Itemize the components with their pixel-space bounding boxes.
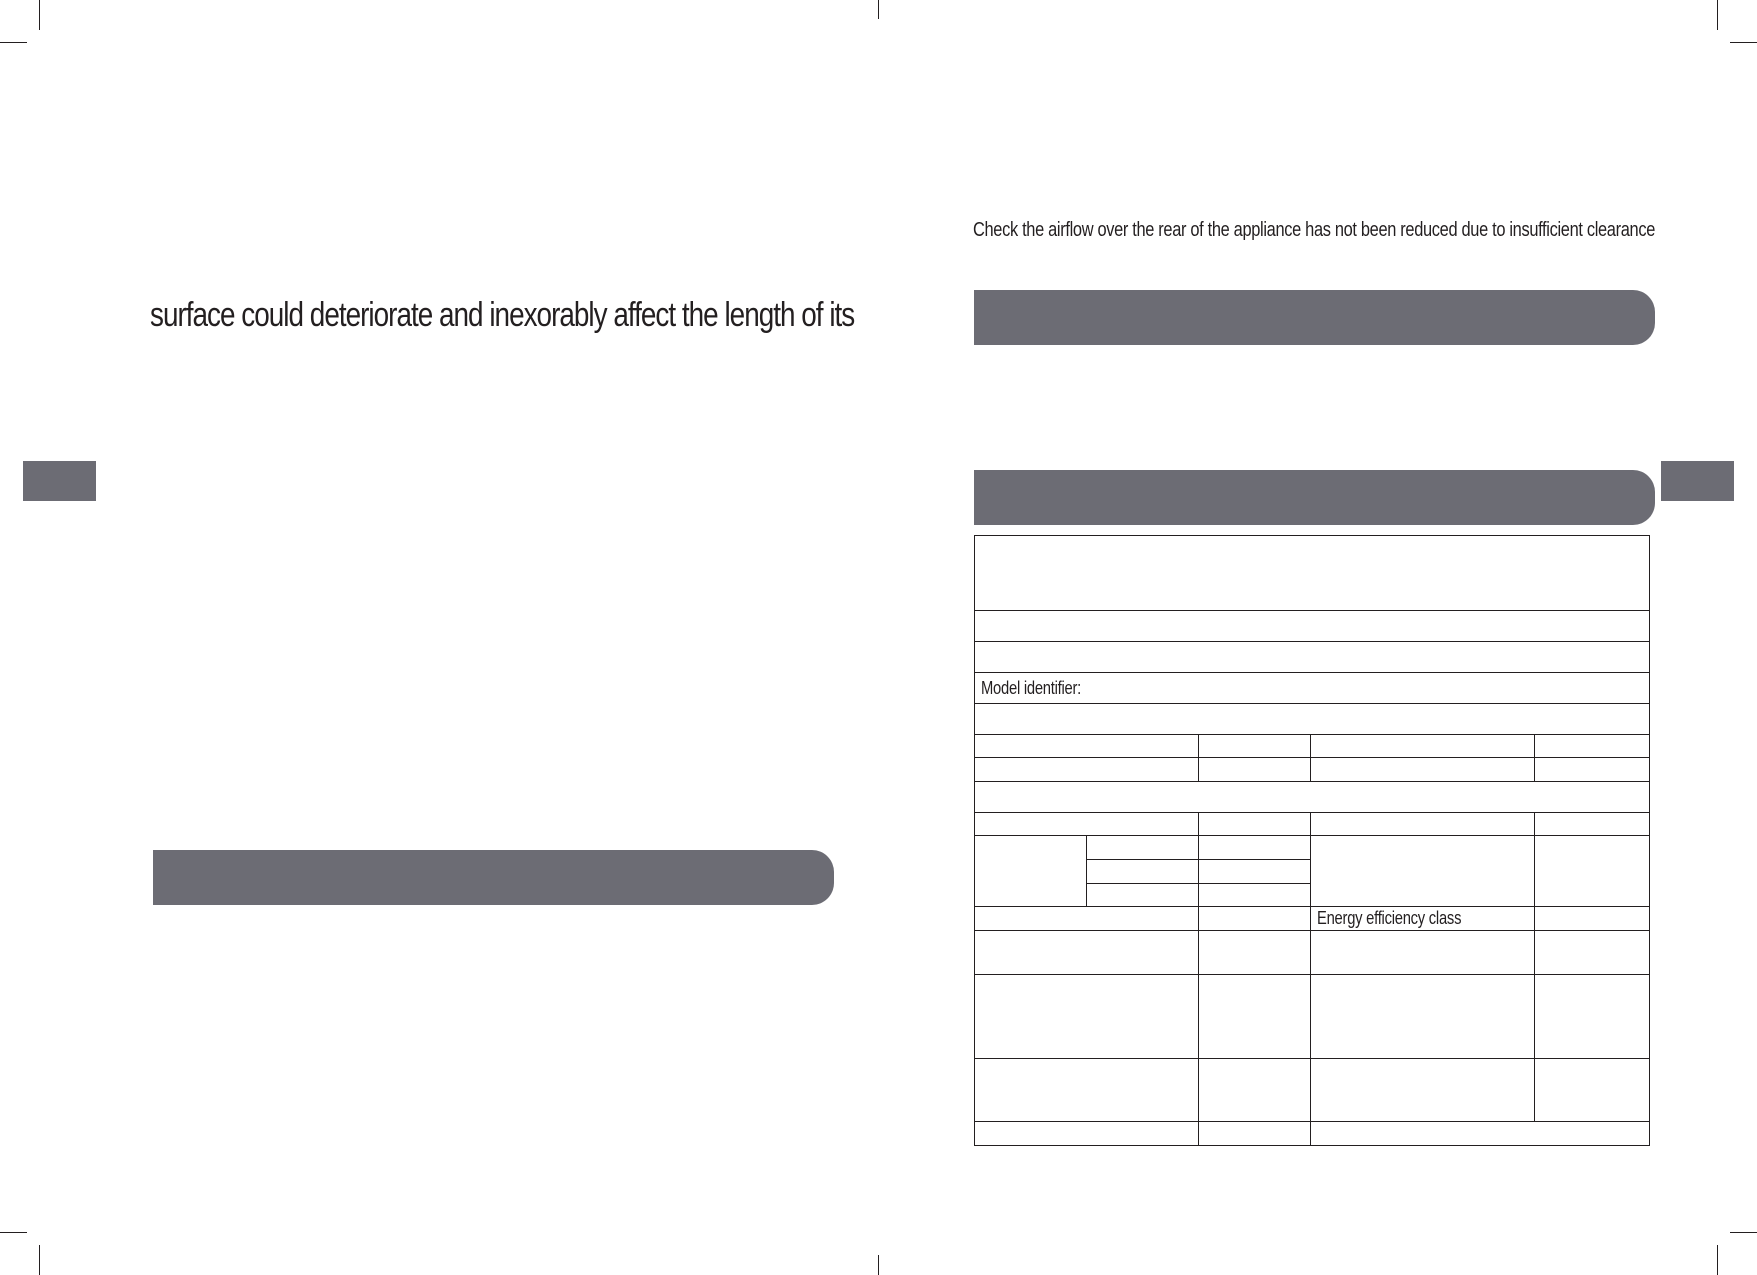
table-cell (1199, 931, 1311, 975)
side-tab-right (1661, 461, 1734, 501)
table-cell (1535, 813, 1650, 836)
table-cell (1199, 813, 1311, 836)
body-text-line: surface could deteriorate and inexorably affect the length of its (150, 296, 855, 334)
table-cell (975, 758, 1199, 782)
table-cell (1535, 1059, 1650, 1122)
crop-mark (1717, 1245, 1718, 1275)
table-row (975, 642, 1650, 673)
product-information-table (974, 535, 1650, 1146)
table-cell (975, 1122, 1199, 1146)
table-cell (1199, 735, 1311, 758)
table-row (975, 782, 1650, 813)
table-cell (1535, 758, 1650, 782)
table-cell (1535, 836, 1650, 907)
table-cell (1311, 1122, 1650, 1146)
section-heading-bar (974, 470, 1655, 525)
table-cell (1535, 975, 1650, 1059)
table-cell (1535, 735, 1650, 758)
table-cell (1535, 931, 1650, 975)
crop-mark (1730, 42, 1757, 43)
table-cell (1087, 884, 1199, 907)
crop-mark (0, 1232, 27, 1233)
section-heading-bar (153, 850, 834, 905)
table-cell (1311, 735, 1535, 758)
table-cell (1311, 907, 1535, 931)
table-row (975, 704, 1650, 735)
table-cell (1311, 931, 1535, 975)
table-cell (975, 836, 1087, 907)
table-cell (1199, 860, 1311, 884)
section-heading-bar (974, 290, 1655, 345)
table-cell (1199, 758, 1311, 782)
crop-mark (878, 1255, 879, 1275)
table-row (975, 536, 1650, 611)
table-cell (975, 813, 1199, 836)
table-cell (1311, 758, 1535, 782)
airflow-check-text: Check the airflow over the rear of the appliance has not been reduced due to insufficient clearance (973, 219, 1655, 241)
table-cell (1087, 836, 1199, 860)
table-cell (1199, 1122, 1311, 1146)
crop-mark (1730, 1232, 1757, 1233)
energy-efficiency-class-label: Energy efficiency class (1317, 908, 1462, 928)
crop-mark (878, 0, 879, 19)
table-cell (1199, 884, 1311, 907)
crop-mark (39, 1245, 40, 1275)
table-cell (975, 975, 1199, 1059)
table-cell (1199, 975, 1311, 1059)
table-row (975, 611, 1650, 642)
table-cell (975, 735, 1199, 758)
table-cell (1199, 836, 1311, 860)
table-cell (1311, 1059, 1535, 1122)
crop-mark (0, 42, 27, 43)
table-cell (975, 1059, 1199, 1122)
table-row (975, 673, 1650, 704)
crop-mark (1717, 0, 1718, 30)
model-identifier-label: Model identifier: (981, 677, 1082, 698)
table-cell (1199, 907, 1311, 931)
table-cell (1199, 1059, 1311, 1122)
table-cell (1311, 975, 1535, 1059)
table-cell (975, 907, 1199, 931)
crop-mark (39, 0, 40, 30)
table-cell (1535, 907, 1650, 931)
side-tab-left (23, 461, 96, 501)
table-cell (1311, 813, 1535, 836)
table-cell (1311, 836, 1535, 907)
table-cell (975, 931, 1199, 975)
table-cell (1087, 860, 1199, 884)
